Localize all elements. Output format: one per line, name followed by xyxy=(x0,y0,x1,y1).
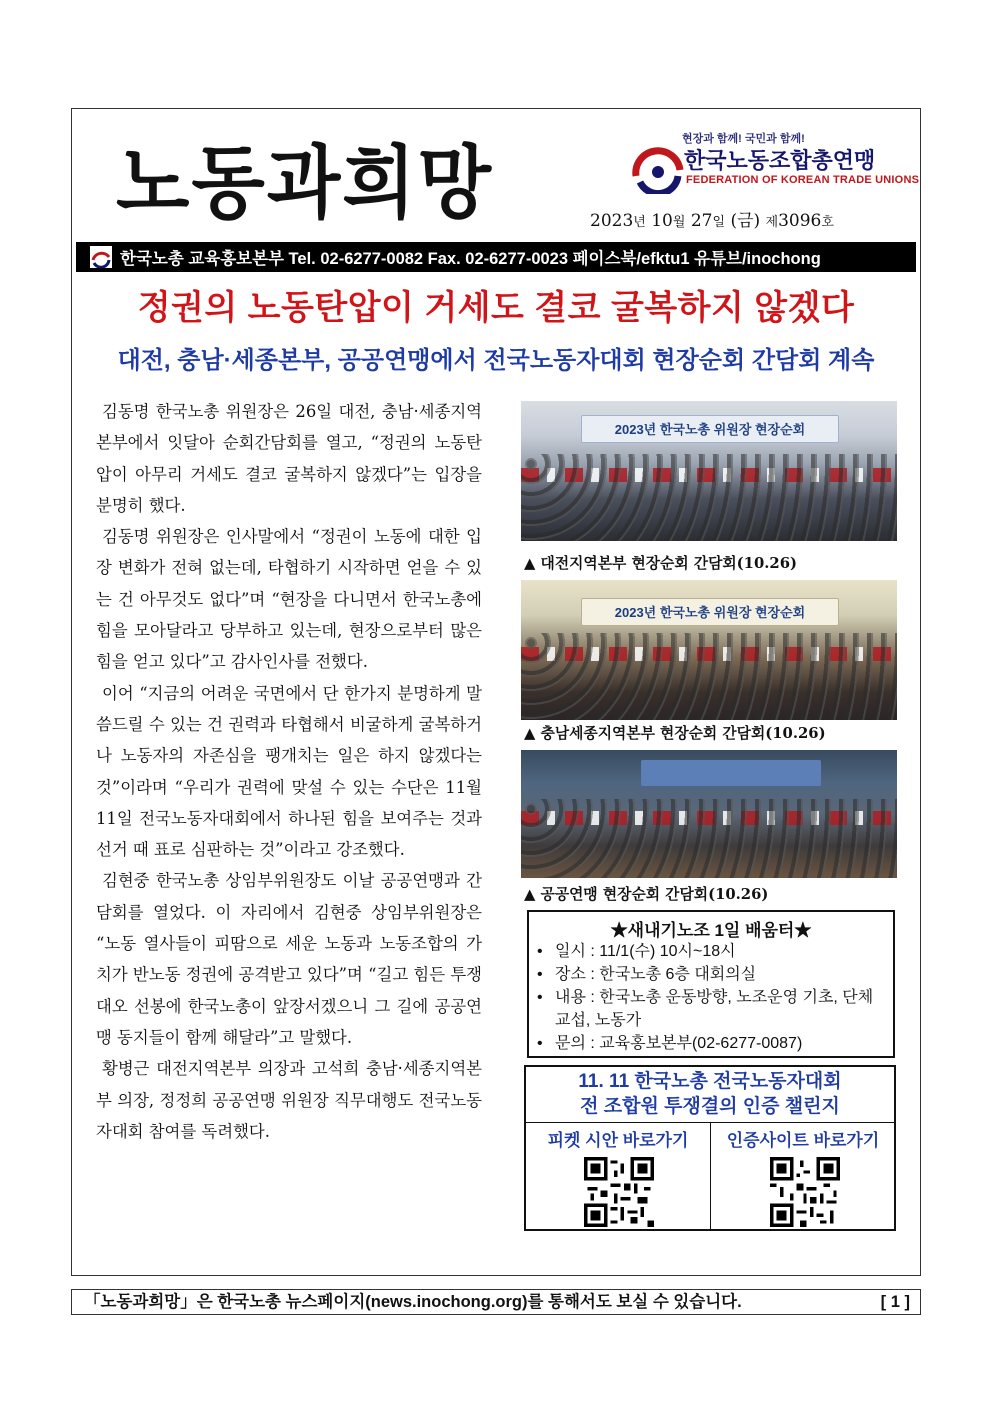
org-name-english: FEDERATION OF KOREAN TRADE UNIONS xyxy=(686,174,920,186)
photo-chungnam-meeting xyxy=(521,580,897,720)
org-slogan: 현장과 함께! 국민과 함께! xyxy=(682,133,805,145)
training-notice-box xyxy=(527,910,895,1058)
issue-weekday: (금) xyxy=(730,211,761,231)
certification-site-link[interactable]: 인증사이트 바로가기 xyxy=(726,1131,880,1150)
issue-year: 2023 xyxy=(590,211,634,231)
footer-bar xyxy=(71,1289,921,1315)
fktu-emblem-icon xyxy=(632,142,684,194)
footer-text: 「노동과희망」은 한국노총 뉴스페이지(news.inochong.org)를 통해서도 보실 수 있습니다. xyxy=(84,1293,742,1311)
qr-code-icon[interactable] xyxy=(770,1157,840,1227)
photo-banner xyxy=(581,598,839,626)
article-body xyxy=(96,396,482,1147)
issue-month: 10 xyxy=(651,211,673,231)
photo-banner xyxy=(581,415,839,443)
photo-crowd xyxy=(521,454,897,541)
photo-crowd xyxy=(521,799,897,878)
fktu-emblem-icon xyxy=(90,246,112,268)
challenge-title-line: 11. 11 한국노총 전국노동자대회 xyxy=(578,1071,842,1092)
headline: 정권의 노동탄압이 거세도 결코 굴복하지 않겠다 xyxy=(137,289,855,327)
photo-banner-text: 2023년 한국노총 위원장 현장순회 xyxy=(614,605,806,620)
org-logo xyxy=(632,130,920,200)
challenge-box xyxy=(524,1065,896,1231)
photo-banner-text: 2023년 한국노총 위원장 현장순회 xyxy=(614,422,806,437)
challenge-title xyxy=(526,1069,894,1119)
issue-date: 2023년 10월 27일 (금) 제3096호 xyxy=(590,211,834,231)
qr-code-icon[interactable] xyxy=(584,1157,654,1227)
photo-crowd xyxy=(521,633,897,720)
photo-daejeon-meeting xyxy=(521,401,897,541)
issue-number: 3096 xyxy=(778,211,822,231)
article-paragraph: 김동명 한국노총 위원장은 26일 대전, 충남·세종지역본부에서 잇달아 순회간담회를 열고, “정권의 노동탄압이 아무리 거세도 결코 굴복하지 않겠다”는 입장을 분명히 했다. xyxy=(96,402,482,515)
article-paragraph: 황병근 대전지역본부 의장과 고석희 충남·세종지역본부 의장, 정정희 공공연맹 위원장 직무대행도 전국노동자대회 참여를 독려했다. xyxy=(96,1059,482,1141)
photo-public-federation-meeting xyxy=(521,750,897,878)
photo-banner xyxy=(641,760,821,786)
subheadline: 대전, 충남·세종본부, 공공연맹에서 전국노동자대회 현장순회 간담회 계속 xyxy=(117,347,875,374)
challenge-title-line: 전 조합원 투쟁결의 인증 챌린지 xyxy=(580,1096,840,1117)
article-paragraph: 이어 “지금의 어려운 국면에서 단 한가지 분명하게 말씀드릴 수 있는 건 권력과 타협해서 비굴하게 굴복하거나 노동자의 자존심을 팽개치는 일은 하지 않겠다는 것”이라며 “우리가 권력에 맞설 수 있는 수단은 11월 11일 전국노동자대회에서 하나된 힘을 보여주는 것과 선거 때 표로 심판하는 것”이라고 강조했다. xyxy=(96,683,482,860)
photo-caption: ▲ 충남세종지역본부 현장순회 간담회(10.26) xyxy=(524,725,826,742)
org-name: 한국노동조합총연맹 xyxy=(684,148,876,173)
training-details xyxy=(535,940,887,1055)
training-item: • 문의 : 교육홍보본부(02-6277-0087) xyxy=(535,1032,887,1055)
training-item: • 일시 : 11/1(수) 10시~18시 xyxy=(535,940,887,963)
page-number: [ 1 ] xyxy=(880,1293,910,1311)
contact-text: 한국노총 교육홍보본부 Tel. 02-6277-0082 Fax. 02-6277-0023 페이스북/efktu1 유튜브/inochong xyxy=(120,250,821,268)
issue-day: 27 xyxy=(690,211,713,231)
photo-caption: ▲ 공공연맹 현장순회 간담회(10.26) xyxy=(524,886,769,903)
contact-bar xyxy=(76,242,916,272)
picket-design-link[interactable]: 피켓 시안 바로가기 xyxy=(547,1131,689,1150)
article-paragraph: 김현중 한국노총 상임부위원장도 이날 공공연맹과 간담회를 열었다. 이 자리에서 김현중 상임부위원장은 “노동 열사들이 피땀으로 세운 노동과 노동조합의 가치가 반노동 정권에 공격받고 있다”며 “길고 힘든 투쟁 대오 선봉에 한국노총이 앞장서겠으니 그 길에 공공연맹 동지들이 함께 해달라”고 말했다. xyxy=(96,871,482,1047)
article-paragraph: 김동명 위원장은 인사말에서 “정권이 노동에 대한 입장 변화가 전혀 없는데, 타협하기 시작하면 얻을 수 있는 건 아무것도 없다”며 “현장을 다니면서 한국노총에 힘을 모아달라고 당부하고 있는데, 현장으로부터 많은 힘을 얻고 있다”고 감사인사를 전했다. xyxy=(96,527,482,672)
newsletter-title: 노동과희망 xyxy=(116,136,494,230)
photo-caption: ▲ 대전지역본부 현장순회 간담회(10.26) xyxy=(524,555,797,572)
training-item: • 내용 : 한국노총 운동방향, 노조운영 기초, 단체교섭, 노동가 xyxy=(535,986,887,1032)
training-item: • 장소 : 한국노총 6층 대회의실 xyxy=(535,963,887,986)
training-title: ★새내기노조 1일 배움터★ xyxy=(610,921,812,940)
